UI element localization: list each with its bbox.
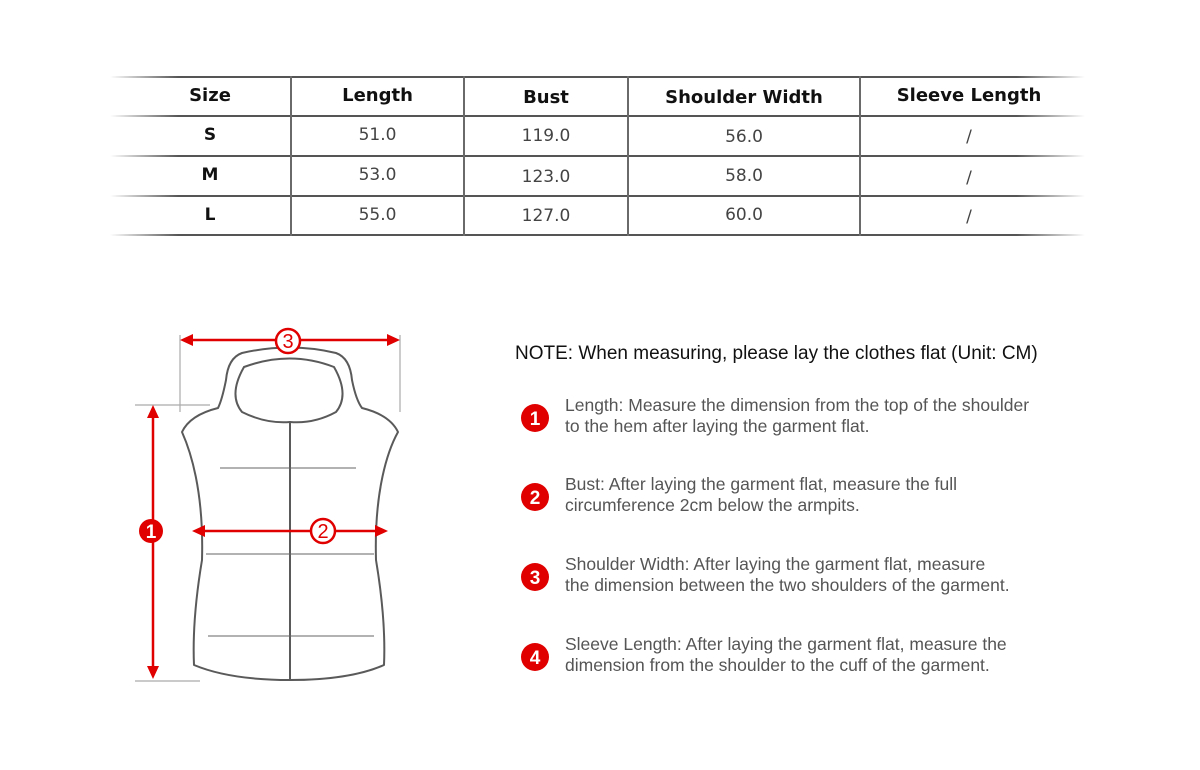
table-cell-shoulder-width: 56.0 [725,127,763,147]
number-badge-3-icon [520,562,550,592]
note-text [565,474,1085,516]
table-row-size: S [203,125,217,145]
note-line: Bust: After laying the garment flat, measure the full [565,474,958,494]
note-line: Length: Measure the dimension from the top of the shoulder [565,395,1030,415]
note-text [565,634,1085,676]
table-cell-bust: 123.0 [521,167,571,187]
svg-text:4: 4 [529,648,541,669]
marker-1 [139,519,163,543]
table-cell-shoulder-width: 60.0 [725,205,763,225]
table-row-size: L [204,205,216,225]
note-line: dimension from the shoulder to the cuff of the garment. [565,655,990,675]
table-cell-sleeve-length: / [966,127,972,147]
note-line: to the hem after laying the garment flat. [565,416,870,436]
vest-illustration [130,320,410,690]
note-line: the dimension between the two shoulders of the garment. [565,575,1010,595]
vest-outline [182,348,398,681]
table-cell-sleeve-length: / [966,207,972,227]
table-cell-length: 55.0 [358,205,397,225]
note-item-shoulder-width [520,554,1080,604]
note-item-sleeve-length [520,634,1080,684]
svg-text:3: 3 [529,568,541,589]
note-title: NOTE: When measuring, please lay the clothes flat (Unit: CM) [515,343,1038,364]
note-text [565,554,1085,596]
table-row-size: M [201,165,219,185]
svg-text:2: 2 [317,521,329,543]
note-line: Sleeve Length: After laying the garment flat, measure the [565,634,1007,654]
table-cell-length: 53.0 [358,165,397,185]
marker-3 [276,329,300,353]
table-cell-bust: 127.0 [521,206,571,226]
header-sleeve-length: Sleeve Length [896,85,1042,106]
header-shoulder-width: Shoulder Width [665,87,823,108]
table-cell-bust: 119.0 [521,126,571,146]
table-cell-length: 51.0 [358,125,397,145]
note-line: Shoulder Width: After laying the garment flat, measure [565,554,986,574]
svg-text:1: 1 [145,522,157,543]
header-length: Length [342,85,413,106]
svg-text:3: 3 [282,331,294,353]
measurement-guides [135,335,400,681]
vest-measurement-figure [130,320,410,690]
number-badge-1-icon [520,403,550,433]
svg-text:1: 1 [529,409,541,430]
header-bust: Bust [523,87,569,108]
header-size: Size [189,85,231,106]
note-item-bust [520,474,1080,524]
number-badge-4-icon [520,642,550,672]
note-text [565,395,1085,437]
table-cell-shoulder-width: 58.0 [725,166,763,186]
size-table [110,76,1085,236]
note-item-length [520,395,1080,445]
svg-text:2: 2 [529,488,541,509]
table-cell-sleeve-length: / [966,168,972,188]
marker-2 [311,519,335,543]
note-line: circumference 2cm below the armpits. [565,495,860,515]
number-badge-2-icon [520,482,550,512]
